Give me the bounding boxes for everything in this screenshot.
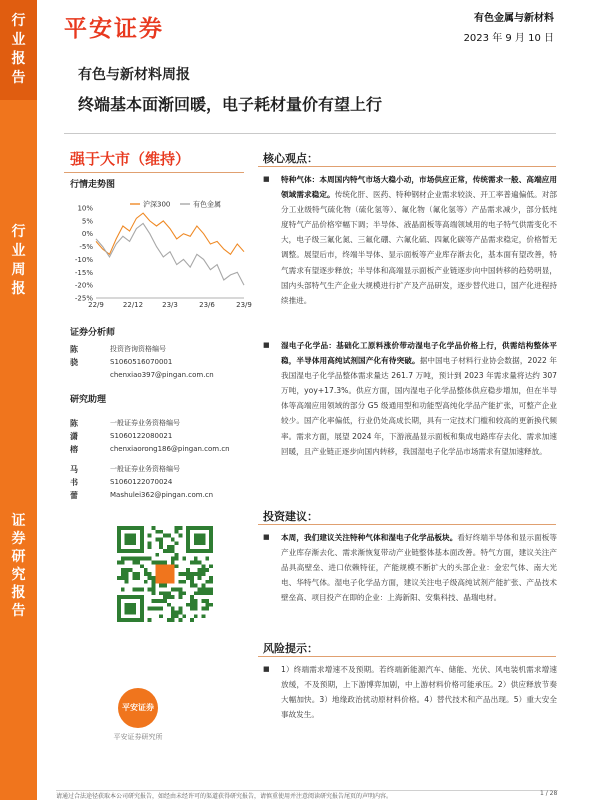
key-point-body: 传统化肝、医药、特种钢材企业需求较淡、开工率普遍偏低。对部分工业级特气硫化物（硫化氢等）、氟化物（氟化氢等）产品需求减少，部分低纯度特气产品价格窄幅下调；半导体、液晶面板等高端领域用的电子特气供需变化不大，电子级三氟化氮、三氟化硼、六氟化硫、四氟化碳等产品需求稳定，价格暂无调整。展望后市，终端半导体、显示面板等产业库存渐去化，基本面有望改善，特气需求有望逐步释放；半导体和高端显示面板产业链逐步向中国转移的趋势明显，国内头部特气生产企业大规模进行扩产及产品研发，逐步替代进口，国产化进程持续推进。 — [281, 190, 558, 305]
key-points-divider — [258, 166, 556, 167]
y-tick-label: -15% — [74, 268, 93, 277]
assistant-email[interactable]: Mashulei362@pingan.com.cn — [110, 491, 214, 499]
rating: 强于大市（维持） — [70, 150, 191, 168]
analyst-name: 陈骁 — [70, 345, 78, 367]
header-divider — [64, 133, 556, 134]
company-stamp — [118, 688, 158, 728]
sidebar — [0, 0, 37, 800]
assistant-cert-label: 一般证券业务资格编号 — [110, 419, 180, 427]
risk-warning — [263, 662, 557, 722]
key-point-gas — [263, 172, 557, 308]
assistant-name: 马书蕾 — [70, 465, 78, 500]
sidebar-weekly — [0, 223, 37, 299]
qr-code[interactable] — [117, 526, 213, 622]
sidebar-char: 业 — [11, 32, 26, 48]
stamp-caption: 平安证券研究所 — [113, 733, 163, 741]
sidebar-char: 行 — [11, 224, 26, 240]
x-tick-label: 23/9 — [236, 301, 252, 309]
company-logo: 平安证券 — [64, 15, 164, 42]
legend-label: 沪深300 — [143, 200, 171, 209]
sidebar-char: 报 — [11, 585, 26, 601]
x-tick-label: 23/3 — [162, 301, 178, 309]
assistant-name: 陈潇榕 — [70, 419, 78, 454]
series-line-nonferrous — [96, 223, 244, 285]
assistant-email[interactable]: chenxiaorong186@pingan.com.cn — [110, 445, 230, 453]
y-tick-label: -5% — [79, 243, 93, 252]
key-point-body: 据中国电子材料行业协会数据，2022 年我国湿电子化学品整体需求量达 261.7 万吨，预计到 2023 年需求量将达约 307 万吨，yoy+17.3%。供应方面，国内湿电子化学品整体供应稳步增加，但在半导体等高端应用领域的部分 G5 级通用型和功能型高纯化学品产能扩张，可整产企业较少。国产化率偏低，行业仍处高成长期，具有一定技术门槛和较高的更新换代频率。需求方面，展望 2024 年，下游液晶显示面板和集成电路库存去化、需求加速回暖，且产业链正逐步向国内转移，我国湿电子化学品市场需求有望加速释放。 — [281, 356, 557, 456]
risk-divider — [258, 656, 556, 657]
bullet-icon: ■ — [263, 533, 270, 541]
sidebar-char: 行 — [11, 13, 26, 29]
assistant-cert-number: S1060122080021 — [110, 432, 173, 440]
y-tick-label: 0% — [81, 230, 93, 239]
trend-title: 行情走势图 — [70, 180, 116, 190]
rating-divider — [64, 172, 244, 173]
header-category: 有色金属与新材料 — [474, 13, 554, 24]
stamp-text: 平安证券 — [122, 703, 154, 712]
sidebar-char: 证 — [11, 513, 26, 529]
sidebar-char: 业 — [11, 243, 26, 259]
legend-label: 有色金属 — [193, 200, 221, 209]
bullet-icon: ■ — [263, 665, 270, 673]
key-point-lead: 特种气体：本周国内特气市场大稳小动，市场供应正常，传统需求一般、高端应用领域需求稳定。 — [281, 175, 557, 200]
report-headline: 终端基本面渐回暖，电子耗材量价有望上行 — [78, 95, 383, 114]
y-tick-label: -25% — [74, 294, 93, 303]
sidebar-char: 研 — [11, 549, 26, 565]
investment-body: 看好终端半导体和显示面板等产业库存渐去化、需求渐恢复带动产业链整体基本面改善。特气方面，建议关注产品具高壁垒、进口依赖特征，产能规模不断扩大的头部企业：金宏气体、南大光电、华特气体。湿电子化学品方面，建议关注电子级高纯试剂产能扩张、产品技术壁垒高、项目投产在即的企业：上海新阳、安集科技、晶瑞电材。 — [281, 533, 558, 603]
key-points-title: 核心观点： — [263, 152, 318, 165]
investment-advice — [263, 530, 557, 605]
header-date: 2023 年 9 月 10 日 — [463, 33, 554, 44]
sidebar-char: 券 — [11, 531, 26, 547]
market-trend-chart — [68, 198, 250, 316]
analyst-email[interactable]: chenxiao397@pingan.com.cn — [110, 371, 214, 379]
key-point-chemicals — [263, 338, 557, 459]
sidebar-char: 周 — [11, 262, 26, 278]
series-line-hs300 — [96, 213, 244, 254]
sidebar-report-type — [0, 0, 37, 100]
footer-disclaimer: 请通过合法途径获取本公司研究报告，如经由未经许可的渠道获得研究报告，请慎重使用并注意阅读研究报告尾页的声明内容。 — [56, 793, 393, 800]
bullet-icon: ■ — [263, 341, 270, 349]
sidebar-char: 究 — [11, 567, 26, 583]
y-tick-label: -10% — [74, 255, 93, 264]
risk-title: 风险提示： — [263, 642, 318, 655]
y-tick-label: 10% — [77, 204, 93, 213]
analysts-title: 证券分析师 — [70, 328, 116, 338]
assistant-cert-label: 一般证券业务资格编号 — [110, 465, 180, 473]
analyst-cert-label: 投资咨询资格编号 — [110, 345, 166, 353]
analyst-cert-number: S1060516070001 — [110, 358, 173, 366]
report-type: 有色与新材料周报 — [78, 67, 190, 83]
y-tick-label: 5% — [81, 217, 93, 226]
page-number: 1 / 28 — [540, 790, 558, 797]
sidebar-research — [0, 512, 37, 620]
investment-divider — [258, 524, 556, 525]
sidebar-char: 报 — [11, 281, 26, 297]
sidebar-char: 告 — [11, 70, 26, 86]
y-tick-label: -20% — [74, 281, 93, 290]
research-assistant-title: 研究助理 — [70, 395, 107, 405]
risk-body: 1）终端需求增速不及预期。若终端新能源汽车、储能、光伏、风电装机需求增速放缓，不及预期，上下游博弈加剧，中上游材料价格可能承压。2）供应释放节奏大幅加快。3）地缘政治扰动原材料价格。4）替代技术和产品出现。5）重大安全事故发生。 — [281, 665, 557, 720]
sidebar-char: 告 — [11, 603, 26, 619]
x-tick-label: 23/6 — [199, 301, 215, 309]
sidebar-char: 报 — [11, 51, 26, 67]
x-tick-label: 22/12 — [122, 301, 144, 309]
investment-title: 投资建议： — [263, 510, 318, 523]
assistant-cert-number: S1060122070024 — [110, 478, 173, 486]
x-tick-label: 22/9 — [88, 301, 104, 309]
bullet-icon: ■ — [263, 175, 270, 183]
investment-lead: 本周，我们建议关注特种气体和湿电子化学品板块。 — [281, 533, 458, 542]
key-point-lead: 湿电子化学品：基础化工原料涨价带动湿电子化学品价格上行，供需结构整体平稳，半导体用高纯试剂国产化有待突破。 — [281, 341, 557, 366]
